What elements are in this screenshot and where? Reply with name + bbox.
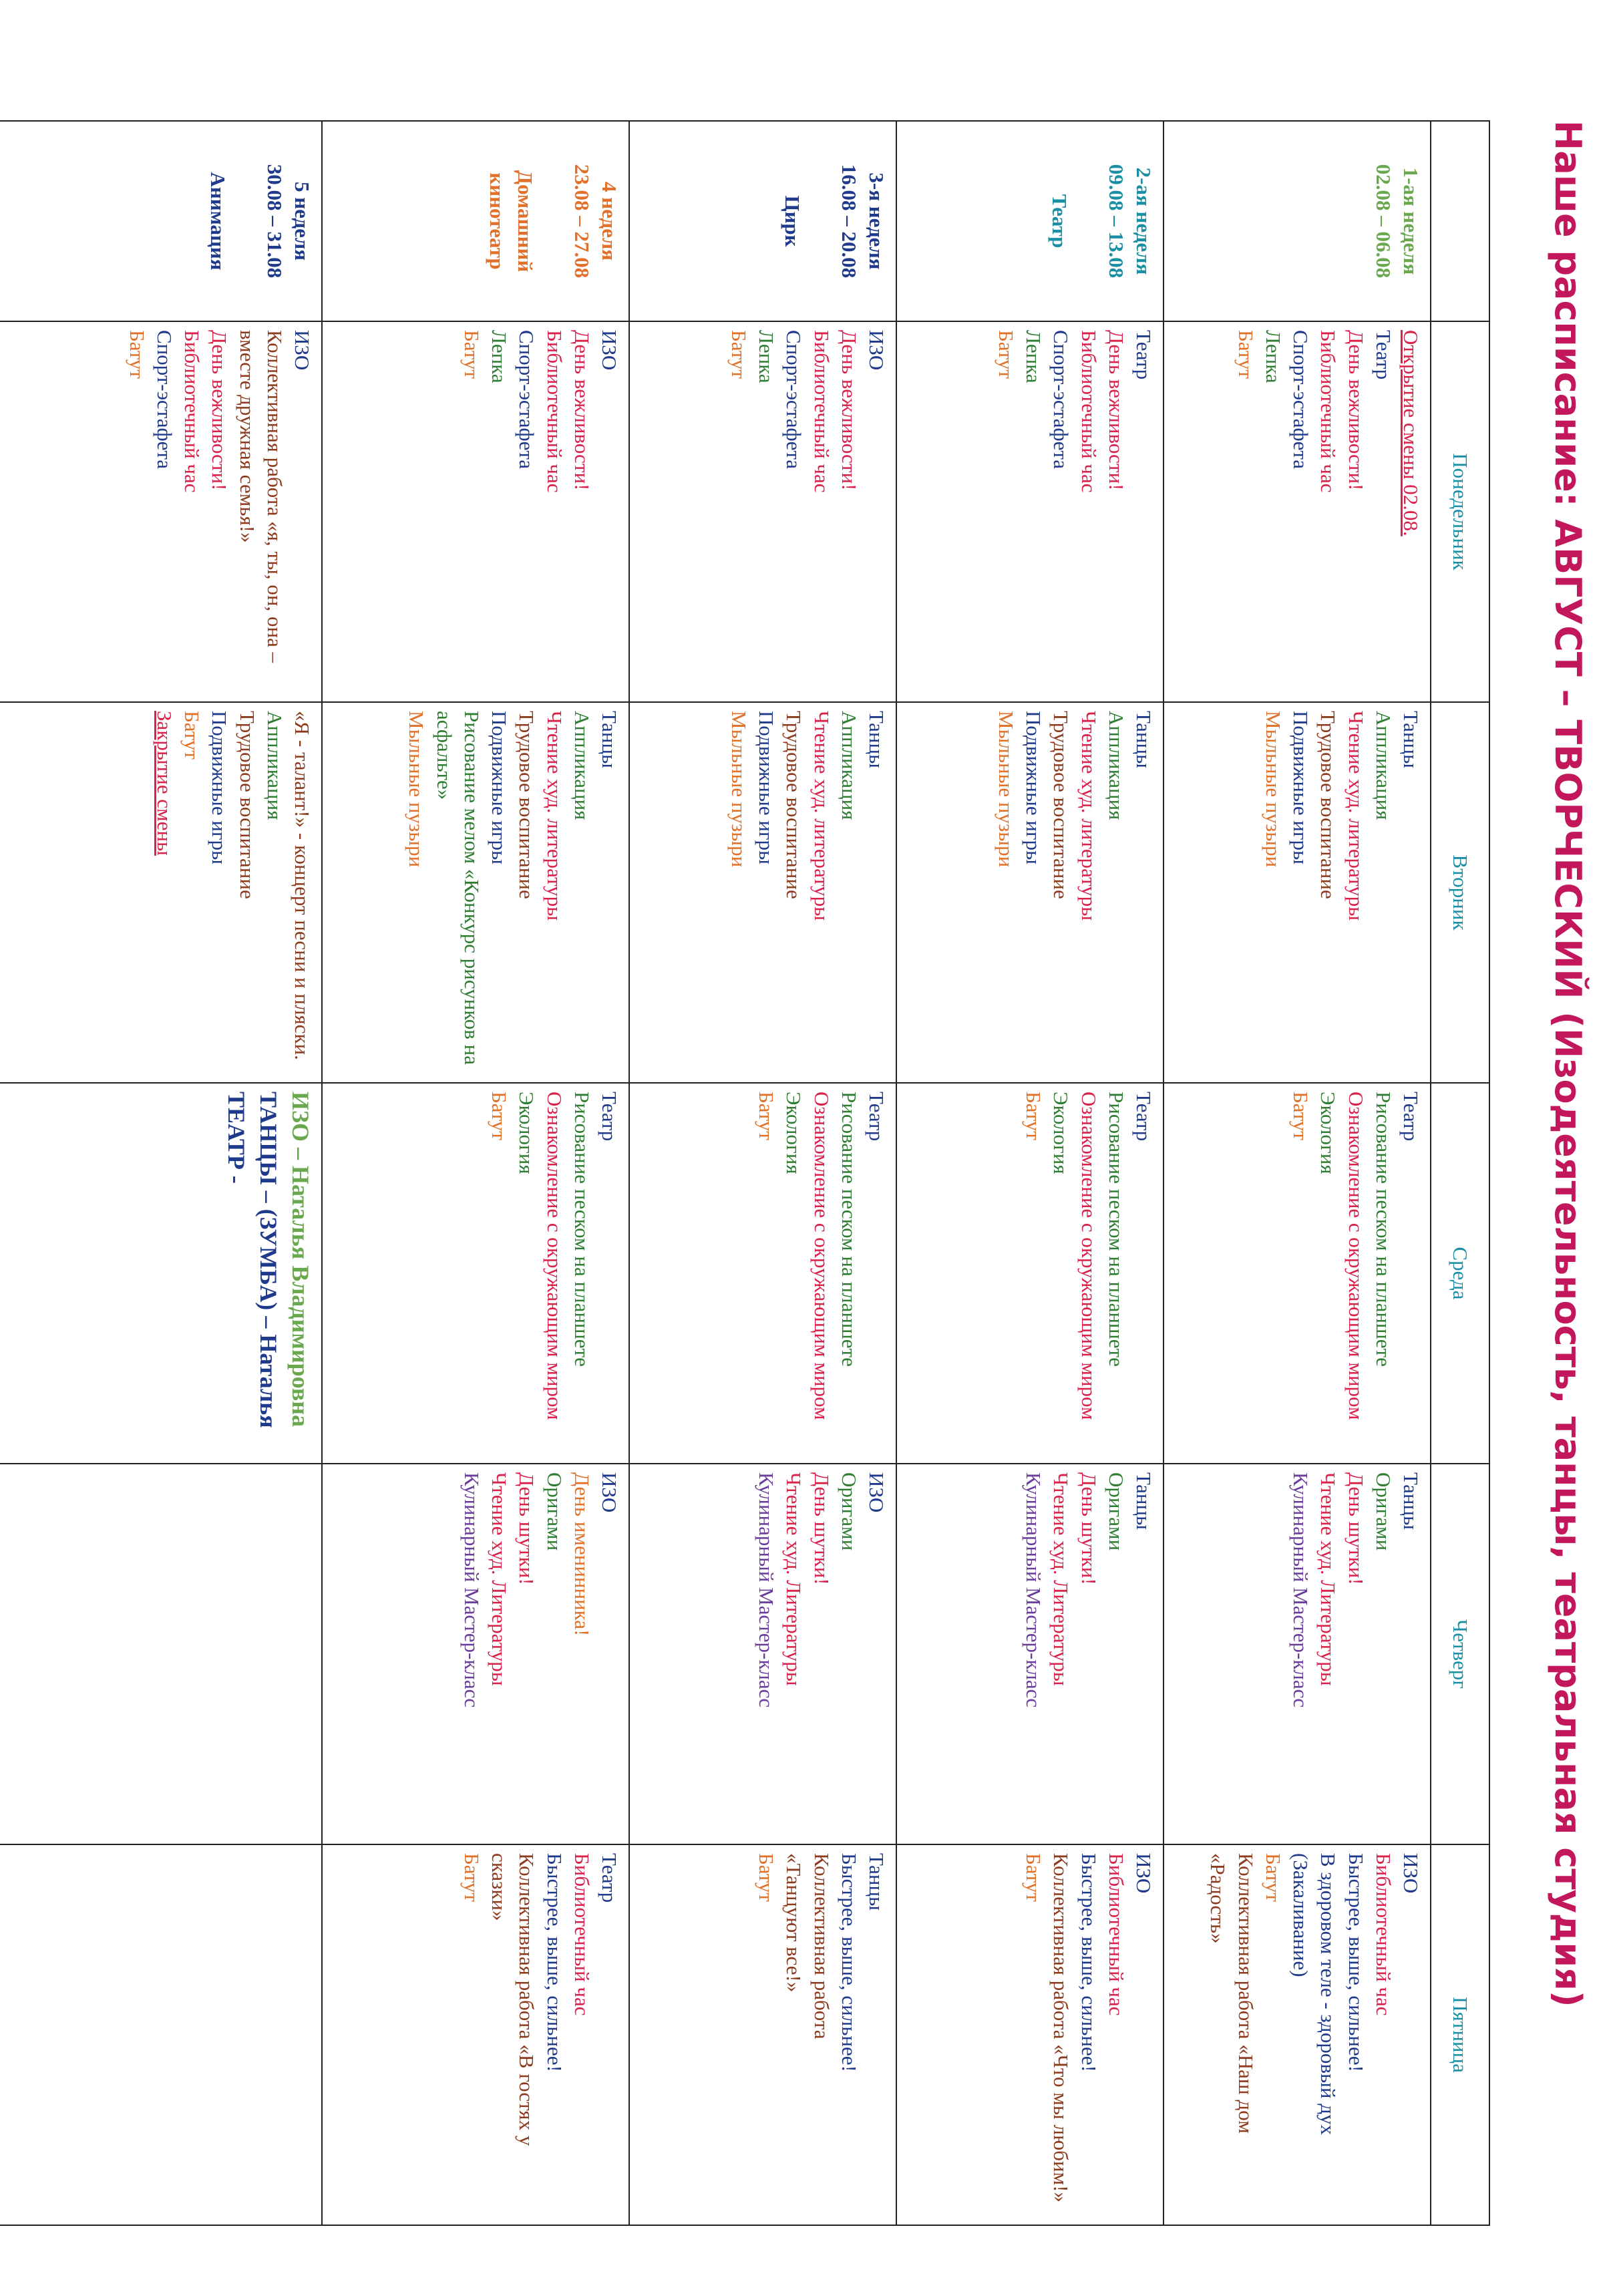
- week-name: 5 неделя: [291, 181, 314, 261]
- activity-item: В здоровом теле - здоровый дух (Закаливание): [1289, 1853, 1340, 2135]
- activity-cell: [322, 702, 629, 1083]
- activity-item: День шутки!: [810, 1472, 834, 1585]
- activity-item: Батут: [1261, 1853, 1285, 1902]
- activity-item: ИЗО: [1132, 1853, 1155, 1894]
- activity-item: Подвижные игры: [755, 711, 779, 864]
- activity-item: Батут: [460, 1853, 484, 1902]
- activity-item: Батут: [125, 330, 149, 379]
- activity-item: Аппликация: [837, 711, 861, 820]
- activity-cell: [629, 1844, 896, 2225]
- week-name: 3-я неделя: [865, 172, 888, 270]
- activity-item: Театр: [1399, 1092, 1423, 1142]
- week-label-cell: [1164, 121, 1431, 321]
- activity-item: Спорт-эстафета: [1049, 330, 1073, 470]
- activity-item: Спорт-эстафета: [1289, 330, 1313, 470]
- activity-item: Мыльные пузыри: [994, 711, 1018, 868]
- activity-item: ИЗО: [291, 330, 314, 371]
- activity-cell: [1164, 702, 1431, 1083]
- activity-item: ИЗО: [598, 1472, 621, 1513]
- day-header: Пятница: [1431, 1844, 1489, 2225]
- activity-item: Чтение худ. литературы: [810, 711, 834, 921]
- week-dates: 30.08 – 31.08: [262, 164, 287, 279]
- week-dates: 23.08 – 27.08: [570, 164, 594, 279]
- activity-item: День вежливости!: [837, 330, 861, 491]
- activity-item: День вежливости!: [208, 330, 232, 491]
- activity-item: Чтение худ. Литературы: [782, 1472, 806, 1686]
- activity-item: Трудовое воспитание: [235, 711, 259, 899]
- activity-item: Лепка: [1022, 330, 1046, 383]
- activity-item: Кулинарный Мастер-класс: [1289, 1472, 1313, 1708]
- day-header: Вторник: [1431, 702, 1489, 1083]
- week-name: 1-ая неделя: [1399, 167, 1423, 275]
- activity-item: ТЕАТР -: [223, 1092, 250, 1184]
- week-dates: 16.08 – 20.08: [837, 164, 861, 279]
- activity-item: Кулинарный Мастер-класс: [1022, 1472, 1046, 1708]
- activity-item: Коллективная работа «я, ты, он, она – вместе дружная семья!»: [235, 330, 287, 663]
- activity-item: Мыльные пузыри: [405, 711, 429, 868]
- activity-item: День вежливости!: [1104, 330, 1128, 491]
- activity-item: Батут: [460, 330, 484, 379]
- activity-cell: [0, 1464, 322, 1844]
- activity-item: День шутки!: [1344, 1472, 1368, 1585]
- activity-cell: [629, 1464, 896, 1844]
- activity-item: Мыльные пузыри: [1261, 711, 1285, 868]
- week-theme: Анимация: [206, 172, 230, 271]
- week-label-cell: [629, 121, 896, 321]
- activity-cell: [0, 1844, 322, 2225]
- activity-cell: [896, 1083, 1164, 1464]
- activity-cell: [1164, 1083, 1431, 1464]
- week-theme: Домашний кинотеатр: [486, 170, 537, 273]
- activity-item: Коллективная работа: [810, 1853, 834, 2039]
- activity-item: День вежливости!: [1344, 330, 1368, 491]
- activity-item: Закрытие смены: [152, 711, 176, 856]
- activity-item: Экология: [515, 1092, 539, 1174]
- week-row: [1164, 121, 1431, 2225]
- activity-item: День вежливости!: [570, 330, 594, 491]
- activity-item: Трудовое воспитание: [1316, 711, 1340, 899]
- activity-item: Спорт-эстафета: [152, 330, 176, 470]
- activity-item: Театр: [598, 1092, 621, 1142]
- activity-item: ИЗО – Наталья Владимировна: [287, 1092, 314, 1427]
- activity-item: Аппликация: [570, 711, 594, 820]
- activity-item: Танцы: [1399, 1472, 1423, 1530]
- week-label-cell: [896, 121, 1164, 321]
- activity-item: Театр: [598, 1853, 621, 1903]
- activity-item: Коллективная работа «В гостях у сказки»: [488, 1853, 539, 2146]
- day-header: Понедельник: [1431, 321, 1489, 702]
- activity-item: Чтение худ. Литературы: [1316, 1472, 1340, 1686]
- activity-item: Оригами: [1371, 1472, 1395, 1551]
- activity-cell: [1164, 321, 1431, 702]
- activity-item: Театр: [865, 1092, 888, 1142]
- activity-item: Экология: [1316, 1092, 1340, 1174]
- activity-item: Библиотечный час: [180, 330, 204, 493]
- activity-cell: [322, 1844, 629, 2225]
- week-theme: Театр: [1047, 194, 1071, 249]
- activity-item: Ознакомление с окружающим миром: [1344, 1092, 1368, 1420]
- activity-item: ИЗО: [1399, 1853, 1423, 1894]
- activity-cell: [629, 321, 896, 702]
- activity-item: Аппликация: [1104, 711, 1128, 820]
- activity-item: Батут: [180, 711, 204, 760]
- activity-item: Библиотечный час: [1316, 330, 1340, 493]
- day-header: Четверг: [1431, 1464, 1489, 1844]
- activity-item: День шутки!: [1077, 1472, 1101, 1585]
- activity-item: Трудовое воспитание: [515, 711, 539, 899]
- activity-item: Быстрее, выше, сильнее!: [1344, 1853, 1368, 2072]
- activity-item: Библиотечный час: [542, 330, 566, 493]
- activity-item: Батут: [755, 1853, 779, 1902]
- activity-item: Открытие смены 02.08.: [1399, 330, 1423, 536]
- activity-item: Рисование мелом «Конкурс рисунков на асфальте»: [432, 711, 484, 1065]
- activity-item: Оригами: [1104, 1472, 1128, 1551]
- activity-item: Экология: [1049, 1092, 1073, 1174]
- activity-item: Трудовое воспитание: [782, 711, 806, 899]
- week-dates: 09.08 – 13.08: [1104, 164, 1128, 279]
- activity-item: Спорт-эстафета: [782, 330, 806, 470]
- activity-item: Танцы: [598, 711, 621, 768]
- activity-cell: [1164, 1464, 1431, 1844]
- activity-item: Библиотечный час: [810, 330, 834, 493]
- activity-item: Театр: [1371, 330, 1395, 380]
- activity-item: Коллективная работа «Что мы любим!»: [1049, 1853, 1073, 2202]
- activity-item: Рисование песком на планшете: [1371, 1092, 1395, 1367]
- activity-item: Быстрее, выше, сильнее!: [542, 1853, 566, 2072]
- activity-item: День именинника!: [570, 1472, 594, 1637]
- schedule-table: [0, 120, 1490, 2226]
- activity-item: Быстрее, выше, сильнее!: [837, 1853, 861, 2072]
- activity-item: Чтение худ. Литературы: [488, 1472, 512, 1686]
- week-row: [0, 121, 322, 2225]
- activity-item: Батут: [1022, 1853, 1046, 1902]
- activity-item: Батут: [727, 330, 751, 379]
- activity-cell: [0, 1083, 322, 1464]
- activity-item: Аппликация: [262, 711, 287, 820]
- activity-cell: [629, 702, 896, 1083]
- corner-cell: [1431, 121, 1489, 321]
- activity-cell: [629, 1083, 896, 1464]
- activity-item: Коллективная работа «Наш дом «Радость»: [1206, 1853, 1258, 2134]
- activity-item: Библиотечный час: [570, 1853, 594, 2016]
- activity-item: Чтение худ. литературы: [542, 711, 566, 921]
- activity-item: Театр: [1132, 1092, 1155, 1142]
- activity-cell: [0, 702, 322, 1083]
- activity-item: Оригами: [837, 1472, 861, 1551]
- activity-item: Библиотечный час: [1371, 1853, 1395, 2016]
- activity-cell: [896, 1844, 1164, 2225]
- activity-item: Танцы: [865, 1853, 888, 1911]
- week-row: [629, 121, 896, 2225]
- activity-item: «Танцуют все!»: [782, 1853, 806, 1993]
- week-row: [322, 121, 629, 2225]
- activity-item: Экология: [782, 1092, 806, 1174]
- activity-item: Мыльные пузыри: [727, 711, 751, 868]
- activity-item: Батут: [488, 1092, 512, 1140]
- activity-item: ИЗО: [865, 330, 888, 371]
- activity-item: Библиотечный час: [1104, 1853, 1128, 2016]
- activity-cell: [322, 1083, 629, 1464]
- activity-item: День шутки!: [515, 1472, 539, 1585]
- week-label-cell: [0, 121, 322, 321]
- activity-item: Кулинарный Мастер-класс: [755, 1472, 779, 1708]
- activity-cell: [896, 702, 1164, 1083]
- page-title: Наше расписание: АВГУСТ – ТВОРЧЕСКИЙ (Изодеятельность, танцы, театральная студия): [1547, 120, 1589, 2007]
- activity-item: Подвижные игры: [1289, 711, 1313, 864]
- activity-cell: [322, 321, 629, 702]
- activity-item: Танцы: [1132, 711, 1155, 768]
- activity-cell: [896, 321, 1164, 702]
- activity-item: Чтение худ. литературы: [1344, 711, 1368, 921]
- activity-item: Лепка: [1261, 330, 1285, 383]
- activity-item: Ознакомление с окружающим миром: [810, 1092, 834, 1420]
- activity-item: Батут: [1234, 330, 1258, 379]
- activity-item: Спорт-эстафета: [515, 330, 539, 470]
- activity-item: Лепка: [488, 330, 512, 383]
- week-label-cell: [322, 121, 629, 321]
- activity-item: Рисование песком на планшете: [1104, 1092, 1128, 1367]
- activity-item: Танцы: [1132, 1472, 1155, 1530]
- activity-item: «Я - талант!» - концерт песни и пляски.: [291, 711, 314, 1060]
- activity-item: Подвижные игры: [488, 711, 512, 864]
- activity-cell: [322, 1464, 629, 1844]
- activity-item: ТАНЦЫ – (ЗУМБА) – Наталья: [255, 1092, 283, 1428]
- activity-item: Кулинарный Мастер-класс: [460, 1472, 484, 1708]
- activity-item: Оригами: [542, 1472, 566, 1551]
- activity-item: Аппликация: [1371, 711, 1395, 820]
- activity-item: Чтение худ. литературы: [1077, 711, 1101, 921]
- week-dates: 02.08 – 06.08: [1371, 164, 1395, 279]
- activity-item: Батут: [994, 330, 1018, 379]
- activity-item: Батут: [1022, 1092, 1046, 1140]
- week-theme: Цирк: [780, 195, 804, 247]
- activity-cell: [0, 321, 322, 702]
- day-header: Среда: [1431, 1083, 1489, 1464]
- activity-item: Лепка: [755, 330, 779, 383]
- week-row: [896, 121, 1164, 2225]
- schedule-body: [0, 121, 1431, 2225]
- activity-item: Батут: [755, 1092, 779, 1140]
- activity-item: Танцы: [865, 711, 888, 768]
- activity-item: Ознакомление с окружающим миром: [1077, 1092, 1101, 1420]
- activity-item: Быстрее, выше, сильнее!: [1077, 1853, 1101, 2072]
- week-name: 2-ая неделя: [1132, 167, 1155, 275]
- activity-item: ИЗО: [598, 330, 621, 371]
- header-row: [1431, 121, 1489, 2225]
- activity-item: Театр: [1132, 330, 1155, 380]
- activity-item: Трудовое воспитание: [1049, 711, 1073, 899]
- activity-item: Подвижные игры: [1022, 711, 1046, 864]
- activity-item: Рисование песком на планшете: [837, 1092, 861, 1367]
- activity-item: Подвижные игры: [208, 711, 232, 864]
- activity-item: Батут: [1289, 1092, 1313, 1140]
- activity-item: Рисование песком на планшете: [570, 1092, 594, 1367]
- activity-item: ИЗО: [865, 1472, 888, 1513]
- activity-item: Библиотечный час: [1077, 330, 1101, 493]
- activity-item: Чтение худ. Литературы: [1049, 1472, 1073, 1686]
- activity-cell: [896, 1464, 1164, 1844]
- week-name: 4 неделя: [598, 181, 621, 261]
- activity-item: Ознакомление с окружающим миром: [542, 1092, 566, 1420]
- activity-item: Танцы: [1399, 711, 1423, 768]
- activity-cell: [1164, 1844, 1431, 2225]
